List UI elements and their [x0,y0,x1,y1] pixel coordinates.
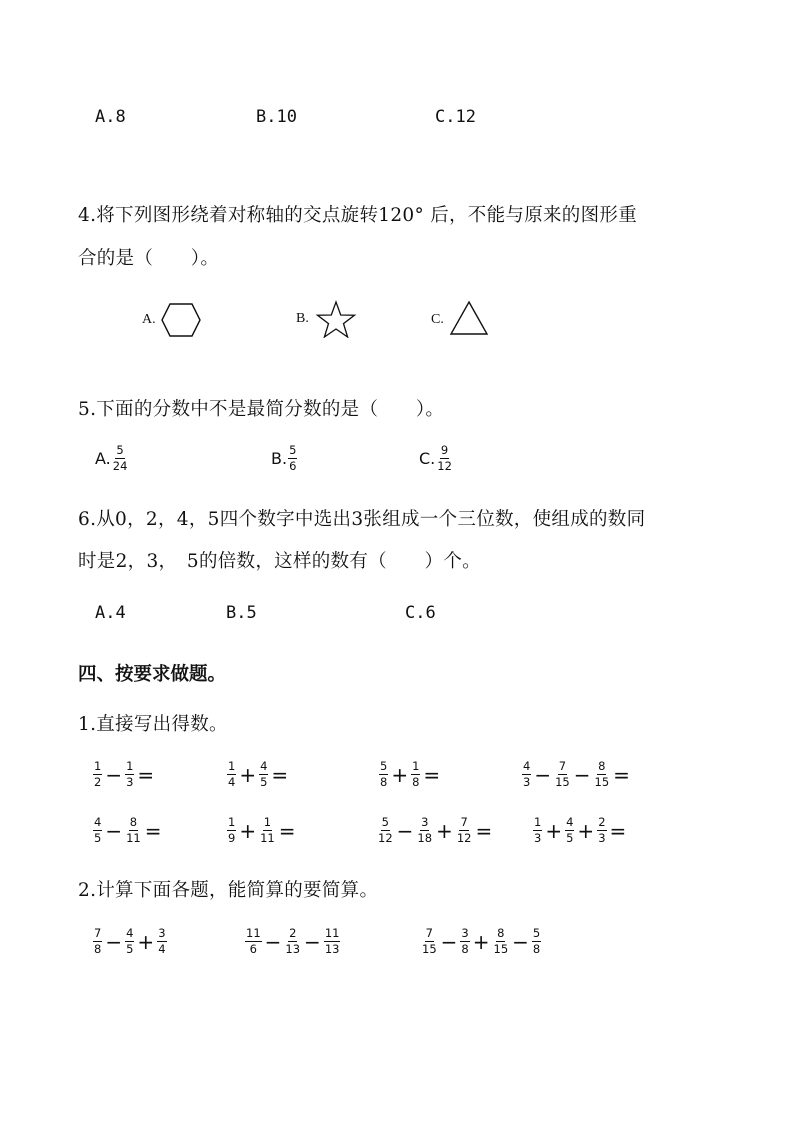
fraction-denominator: 6 [249,942,257,956]
operator: − [304,929,321,954]
fraction-denominator: 5 [566,831,574,845]
q4-option-c-label: C. [431,312,444,327]
operator: − [440,929,458,954]
fraction-denominator: 15 [493,942,509,956]
fraction-denominator: 24 [112,459,128,473]
q6-text-line2: 时是2，3， 5的倍数，这样的数有（ ）个。 [78,551,481,572]
fraction-numerator: 1 [412,759,420,773]
operator: − [534,762,552,787]
fraction-denominator: 5 [94,831,102,845]
q4-text-line2: 合的是（ ）。 [78,248,220,269]
equals-sign: = [144,818,162,843]
fraction-denominator: 3 [598,831,606,845]
fraction [284,927,301,956]
expression [532,816,628,845]
q6-option-a: A.4 [95,603,126,623]
fraction-numerator: 8 [497,926,505,940]
fraction [227,760,236,789]
equals-sign: = [271,762,289,787]
fraction-numerator: 4 [260,759,268,773]
fraction-numerator: 9 [440,443,449,457]
fraction-numerator: 5 [380,759,388,773]
fraction [125,927,134,956]
fraction-numerator: 11 [324,926,340,940]
fraction [93,816,102,845]
operator: − [105,818,123,843]
fraction-denominator: 4 [228,775,236,789]
equals-sign: = [609,818,627,843]
fraction [460,927,469,956]
fraction [533,816,542,845]
fraction [259,816,276,845]
operator: + [239,762,257,787]
expression [92,816,164,845]
fraction [416,816,433,845]
fraction-numerator: 7 [94,926,102,940]
fraction-numerator: 4 [126,926,134,940]
fraction-denominator: 18 [417,831,433,845]
fraction-denominator: 11 [126,831,141,845]
fraction [125,760,134,789]
operator: − [105,762,123,787]
fraction [565,816,574,845]
operator: + [391,762,409,787]
fraction-denominator: 13 [324,942,340,956]
fraction [245,927,262,956]
equals-sign: = [475,818,493,843]
fraction-denominator: 8 [412,775,420,789]
q5-option-b [271,444,298,473]
q3-option-a: A.8 [95,107,126,127]
q3-option-c: C.12 [435,107,476,127]
fraction [93,927,102,956]
star-icon [315,300,357,338]
fraction-denominator: 5 [260,775,268,789]
fraction [421,927,438,956]
fraction [377,816,394,845]
fraction-denominator: 3 [523,775,531,789]
fraction-denominator: 12 [437,459,452,473]
fraction [411,760,420,789]
fraction-denominator: 15 [594,775,610,789]
q5-option-a-label: A. [95,449,111,468]
fraction-numerator: 1 [263,815,272,829]
operator: − [264,929,282,954]
equals-sign: = [278,818,296,843]
fraction-numerator: 3 [158,926,166,940]
fraction-numerator: 4 [94,815,102,829]
fraction [259,760,268,789]
fraction-numerator: 2 [289,926,297,940]
q5-option-b-fraction [288,444,297,473]
fraction-numerator: 1 [126,759,134,773]
fraction-numerator: 2 [598,815,606,829]
operator: + [436,818,453,843]
q5-option-c-label: C. [419,449,436,468]
triangle-icon [449,300,489,336]
operator: − [512,929,529,954]
fraction [227,816,236,845]
fraction-denominator: 8 [461,942,469,956]
operator: + [472,929,490,954]
q6-option-c: C.6 [405,603,436,623]
section4-title: 四、按要求做题。 [78,664,227,685]
fraction-numerator: 5 [381,815,389,829]
fraction-denominator: 12 [456,831,472,845]
q5-text: 5.下面的分数中不是最简分数的是（ ）。 [78,399,445,420]
q6-option-b: B.5 [226,603,257,623]
fraction-denominator: 3 [534,831,542,845]
fraction-numerator: 8 [129,815,138,829]
expression [244,927,341,956]
expression [420,927,542,956]
fraction-numerator: 5 [532,926,541,940]
fraction-denominator: 6 [289,459,297,473]
operator: + [239,818,257,843]
equals-sign: = [137,762,155,787]
fraction-numerator: 3 [421,815,429,829]
fraction [456,816,473,845]
q4-option-a-label: A. [142,312,156,327]
expression [376,816,494,845]
fraction [493,927,510,956]
operator: − [105,929,123,954]
q5-option-c-fraction [436,444,453,473]
fraction-numerator: 3 [461,926,469,940]
equals-sign: = [613,762,630,787]
fraction-numerator: 4 [523,759,531,773]
fraction [125,816,142,845]
fraction [379,760,388,789]
q5-option-a-fraction [112,444,129,473]
fraction [324,927,341,956]
q4-text-line1: 4.将下列图形绕着对称轴的交点旋转120° 后，不能与原来的图形重 [78,205,637,226]
operator: + [137,929,155,954]
fraction-numerator: 5 [289,443,297,457]
fraction-numerator: 1 [94,759,102,773]
operator: − [573,762,591,787]
fraction-numerator: 8 [598,759,606,773]
fraction-denominator: 15 [422,942,437,956]
expression [92,760,156,789]
fraction-denominator: 8 [380,775,388,789]
fraction-numerator: 11 [246,926,261,940]
section4-p1-title: 1.直接写出得数。 [78,714,228,735]
q5-option-b-label: B. [271,449,288,468]
expression [226,760,290,789]
fraction-denominator: 12 [378,831,393,845]
q6-text-line1: 6.从0，2，4，5四个数字中选出3张组成一个三位数，使组成的数同 [78,509,646,530]
fraction-denominator: 4 [158,942,166,956]
fraction-denominator: 5 [126,942,134,956]
fraction-denominator: 8 [532,942,541,956]
fraction [554,760,571,789]
operator: + [577,818,595,843]
fraction-denominator: 2 [94,775,102,789]
fraction-numerator: 5 [116,443,124,457]
equals-sign: = [423,762,441,787]
fraction-denominator: 9 [228,831,236,845]
fraction-denominator: 8 [94,942,102,956]
fraction-denominator: 11 [260,831,275,845]
q5-option-c [419,444,454,473]
fraction [93,760,102,789]
fraction-numerator: 1 [228,815,236,829]
expression [226,816,298,845]
q4-option-b-label: B. [296,311,309,326]
fraction [594,760,611,789]
fraction-numerator: 7 [460,815,468,829]
fraction [157,927,166,956]
expression [378,760,442,789]
expression [92,927,168,956]
operator: + [545,818,563,843]
operator: − [396,818,414,843]
fraction [597,816,606,845]
expression [521,760,632,789]
hexagon-icon [160,302,202,338]
q5-option-a [95,444,129,473]
fraction-denominator: 3 [126,775,134,789]
fraction-numerator: 1 [228,759,236,773]
fraction-denominator: 15 [555,775,570,789]
q3-option-b: B.10 [256,107,297,127]
fraction [532,927,541,956]
section4-p2-title: 2.计算下面各题，能简算的要简算。 [78,880,379,901]
fraction [522,760,531,789]
fraction-numerator: 1 [534,815,542,829]
fraction-numerator: 7 [425,926,433,940]
fraction-numerator: 4 [566,815,574,829]
fraction-numerator: 7 [558,759,567,773]
fraction-denominator: 13 [285,942,301,956]
